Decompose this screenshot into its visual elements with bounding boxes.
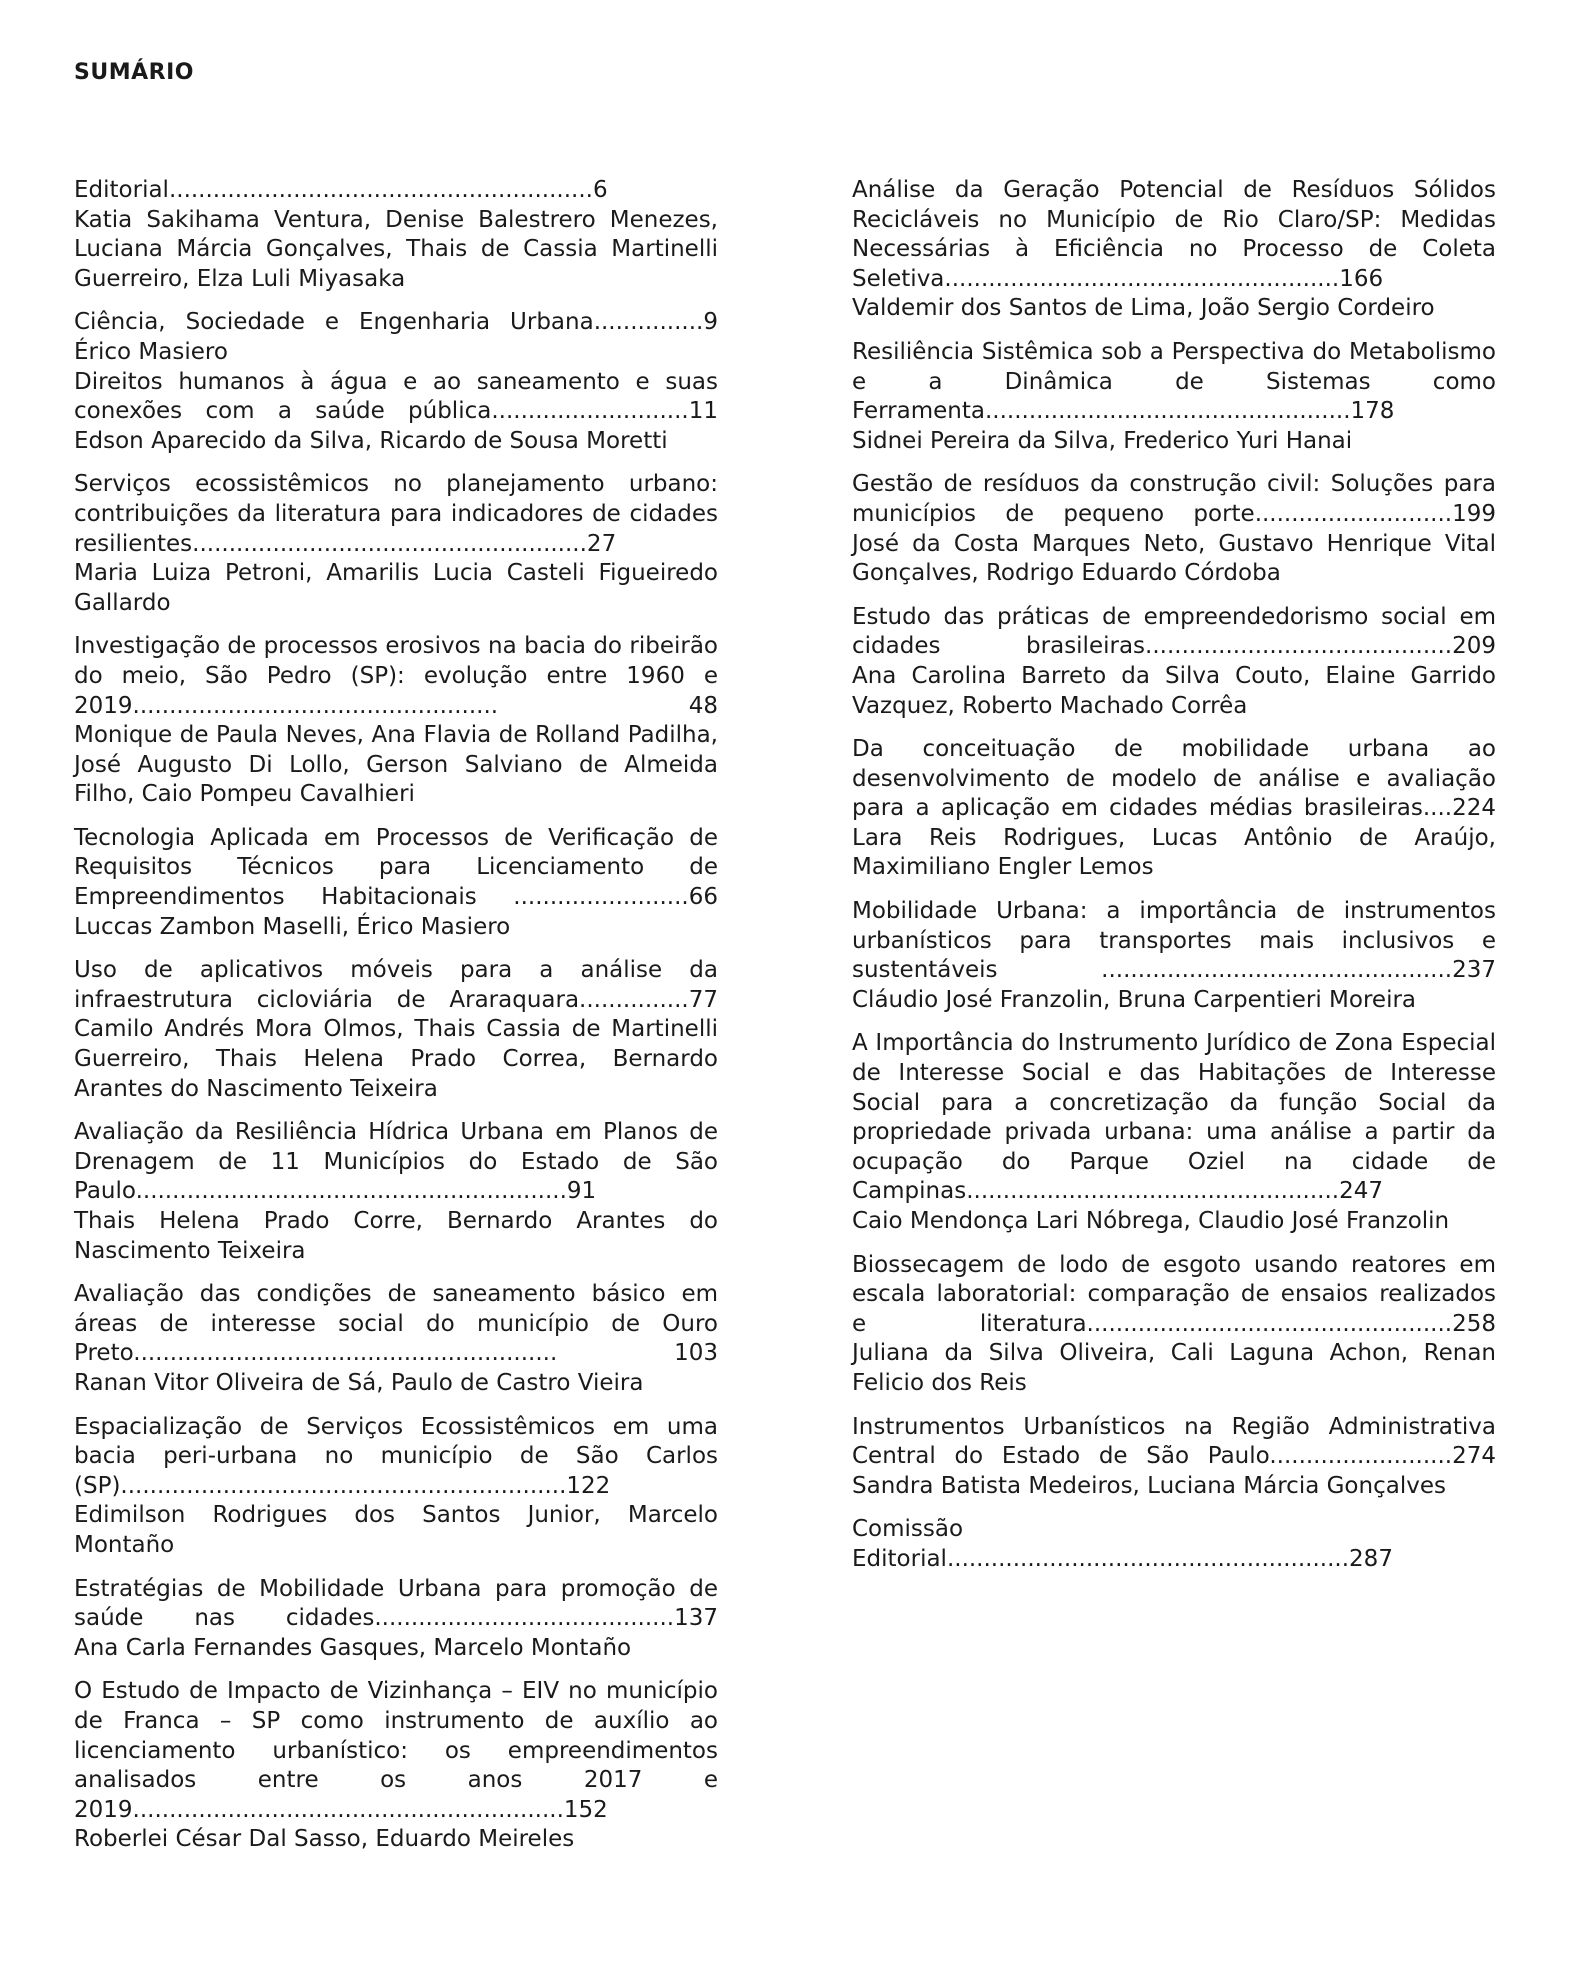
toc-entry-authors: Ranan Vitor Oliveira de Sá, Paulo de Castro Vieira xyxy=(74,1369,644,1396)
toc-entry-authors: Ana Carla Fernandes Gasques, Marcelo Montaño xyxy=(74,1634,632,1661)
toc-entry xyxy=(74,368,718,457)
toc-entry-authors: Cláudio José Franzolin, Bruna Carpentieri Moreira xyxy=(852,986,1417,1013)
toc-entry-authors: Roberlei César Dal Sasso, Eduardo Meireles xyxy=(74,1826,575,1853)
toc-entry-title[interactable]: A Importância do Instrumento Jurídico de Zona Especial de Interesse Social e das Habitações de Interesse Social para a concretização da função Social da propriedade privada urbana: uma análise a partir da ocupação do Parque Oziel na cidade de Campinas...................................................247 xyxy=(852,1030,1496,1205)
toc-entry-authors: Luccas Zambon Maselli, Érico Masiero xyxy=(74,913,511,940)
toc-right-column xyxy=(852,176,1496,1589)
toc-entry-authors: Camilo Andrés Mora Olmos, Thais Cassia de Martinelli Guerreiro, Thais Helena Prado Correa, Bernardo Arantes do Nascimento Teixeira xyxy=(74,1016,718,1102)
toc-entry-title[interactable]: Estratégias de Mobilidade Urbana para promoção de saúde nas cidades.........................................137 xyxy=(74,1575,718,1632)
page-title: SUMÁRIO xyxy=(74,60,194,85)
toc-entry-authors: Érico Masiero xyxy=(74,338,228,365)
toc-entry-title[interactable]: Biossecagem de lodo de esgoto usando reatores em escala laboratorial: comparação de ensaios realizados e literatura..................................................258 xyxy=(852,1251,1496,1337)
toc-entry-title[interactable]: Análise da Geração Potencial de Resíduos Sólidos Recicláveis no Município de Rio Claro/SP: Medidas Necessárias à Eficiência no Processo de Coleta Seletiva......................................................166 xyxy=(852,177,1496,292)
toc-entry-title[interactable]: Avaliação da Resiliência Hídrica Urbana em Planos de Drenagem de 11 Municípios do Estado de São Paulo...........................................................91 xyxy=(74,1119,718,1205)
toc-entry-title[interactable]: Avaliação das condições de saneamento básico em áreas de interesse social do município de Ouro Preto.......................................................... 103 xyxy=(74,1281,718,1367)
toc-entry xyxy=(74,632,718,810)
toc-entry-authors: Edimilson Rodrigues dos Santos Junior, Marcelo Montaño xyxy=(74,1502,718,1558)
toc-entry xyxy=(74,176,718,294)
toc-entry xyxy=(852,1029,1496,1236)
toc-entry-title[interactable]: Tecnologia Aplicada em Processos de Verificação de Requisitos Técnicos para Licenciamento de Empreendimentos Habitacionais ........................66 xyxy=(74,824,718,911)
toc-entry-authors: Sandra Batista Medeiros, Luciana Márcia Gonçalves xyxy=(852,1472,1446,1499)
toc-entry-title[interactable]: Instrumentos Urbanísticos na Região Administrativa Central do Estado de São Paulo.........................274 xyxy=(852,1413,1496,1470)
toc-entry-authors: Maria Luiza Petroni, Amarilis Lucia Casteli Figueiredo Gallardo xyxy=(74,560,718,616)
toc-entry xyxy=(852,1251,1496,1399)
toc-entry-authors: Monique de Paula Neves, Ana Flavia de Rolland Padilha, José Augusto Di Lollo, Gerson Salviano de Almeida Filho, Caio Pompeu Cavalhieri xyxy=(74,722,718,808)
toc-entry-title[interactable]: Gestão de resíduos da construção civil: Soluções para municípios de pequeno porte...........................199 xyxy=(852,471,1496,527)
toc-entry xyxy=(852,603,1496,721)
toc-entry xyxy=(74,1118,718,1266)
toc-entry xyxy=(852,897,1496,1015)
toc-entry xyxy=(74,308,718,367)
toc-entry-authors: Ana Carolina Barreto da Silva Couto, Elaine Garrido Vazquez, Roberto Machado Corrêa xyxy=(852,662,1496,719)
toc-entry-title[interactable]: Mobilidade Urbana: a importância de instrumentos urbanísticos para transportes mais inclusivos e sustentáveis ................................................237 xyxy=(852,898,1496,984)
toc-entry xyxy=(852,735,1496,883)
toc-entry-title[interactable]: Comissão Editorial.......................................................287 xyxy=(852,1516,1393,1572)
toc-entry-title[interactable]: Resiliência Sistêmica sob a Perspectiva do Metabolismo e a Dinâmica de Sistemas como Ferramenta..................................................178 xyxy=(852,338,1496,425)
toc-entry-title[interactable]: Da conceituação de mobilidade urbana ao desenvolvimento de modelo de análise e avaliação para a aplicação em cidades médias brasileiras....224 xyxy=(852,736,1496,822)
toc-entry xyxy=(74,1677,718,1855)
toc-entry-title[interactable]: Espacialização de Serviços Ecossistêmicos em uma bacia peri-urbana no município de São Carlos (SP).............................................................122 xyxy=(74,1413,718,1499)
toc-entry xyxy=(852,176,1496,324)
toc-entry xyxy=(852,338,1496,456)
toc-entry xyxy=(852,470,1496,588)
toc-entry-title[interactable]: Editorial..........................................................6 xyxy=(74,177,608,203)
toc-entry xyxy=(74,470,718,618)
toc-entry-authors: Sidnei Pereira da Silva, Frederico Yuri Hanai xyxy=(852,427,1353,454)
toc-entry xyxy=(74,1280,718,1398)
toc-entry-authors: Thais Helena Prado Corre, Bernardo Arantes do Nascimento Teixeira xyxy=(74,1208,718,1264)
toc-entry xyxy=(74,824,718,942)
toc-entry-authors: Valdemir dos Santos de Lima, João Sergio Cordeiro xyxy=(852,295,1435,322)
toc-entry xyxy=(852,1413,1496,1502)
toc-entry-authors: Juliana da Silva Oliveira, Cali Laguna Achon, Renan Felicio dos Reis xyxy=(852,1340,1496,1396)
toc-entry-title[interactable]: Estudo das práticas de empreendedorismo social em cidades brasileiras..........................................209 xyxy=(852,603,1496,660)
toc-entry-title[interactable]: Uso de aplicativos móveis para a análise da infraestrutura cicloviária de Araraquara...............77 xyxy=(74,957,718,1013)
toc-entry-title[interactable]: Investigação de processos erosivos na bacia do ribeirão do meio, São Pedro (SP): evolução entre 1960 e 2019.................................................. 48 xyxy=(74,633,718,719)
toc-entry-title[interactable]: Serviços ecossistêmicos no planejamento urbano: contribuições da literatura para indicadores de cidades resilientes......................................................27 xyxy=(74,471,718,557)
toc-left-column xyxy=(74,176,718,1869)
toc-entry-title[interactable]: Direitos humanos à água e ao saneamento e suas conexões com a saúde pública...........................11 xyxy=(74,368,718,425)
toc-entry-authors: Caio Mendonça Lari Nóbrega, Claudio José Franzolin xyxy=(852,1208,1450,1234)
toc-entry xyxy=(74,1575,718,1664)
toc-entry xyxy=(74,956,718,1104)
toc-entry xyxy=(74,1413,718,1561)
toc-entry-authors: Katia Sakihama Ventura, Denise Balestrero Menezes, Luciana Márcia Gonçalves, Thais de Cassia Martinelli Guerreiro, Elza Luli Miyasaka xyxy=(74,206,718,292)
toc-entry-authors: José da Costa Marques Neto, Gustavo Henrique Vital Gonçalves, Rodrigo Eduardo Córdoba xyxy=(852,530,1496,587)
toc-entry-title[interactable]: O Estudo de Impacto de Vizinhança – EIV no município de Franca – SP como instrumento de auxílio ao licenciamento urbanístico: os empreendimentos analisados entre os anos 2017 e 2019...........................................................152 xyxy=(74,1678,718,1823)
toc-entry-authors: Lara Reis Rodrigues, Lucas Antônio de Araújo, Maximiliano Engler Lemos xyxy=(852,824,1496,881)
toc-entry-title[interactable]: Ciência, Sociedade e Engenharia Urbana...............9 xyxy=(74,309,718,336)
toc-entry xyxy=(852,1515,1496,1574)
toc-entry-authors: Edson Aparecido da Silva, Ricardo de Sousa Moretti xyxy=(74,427,668,454)
